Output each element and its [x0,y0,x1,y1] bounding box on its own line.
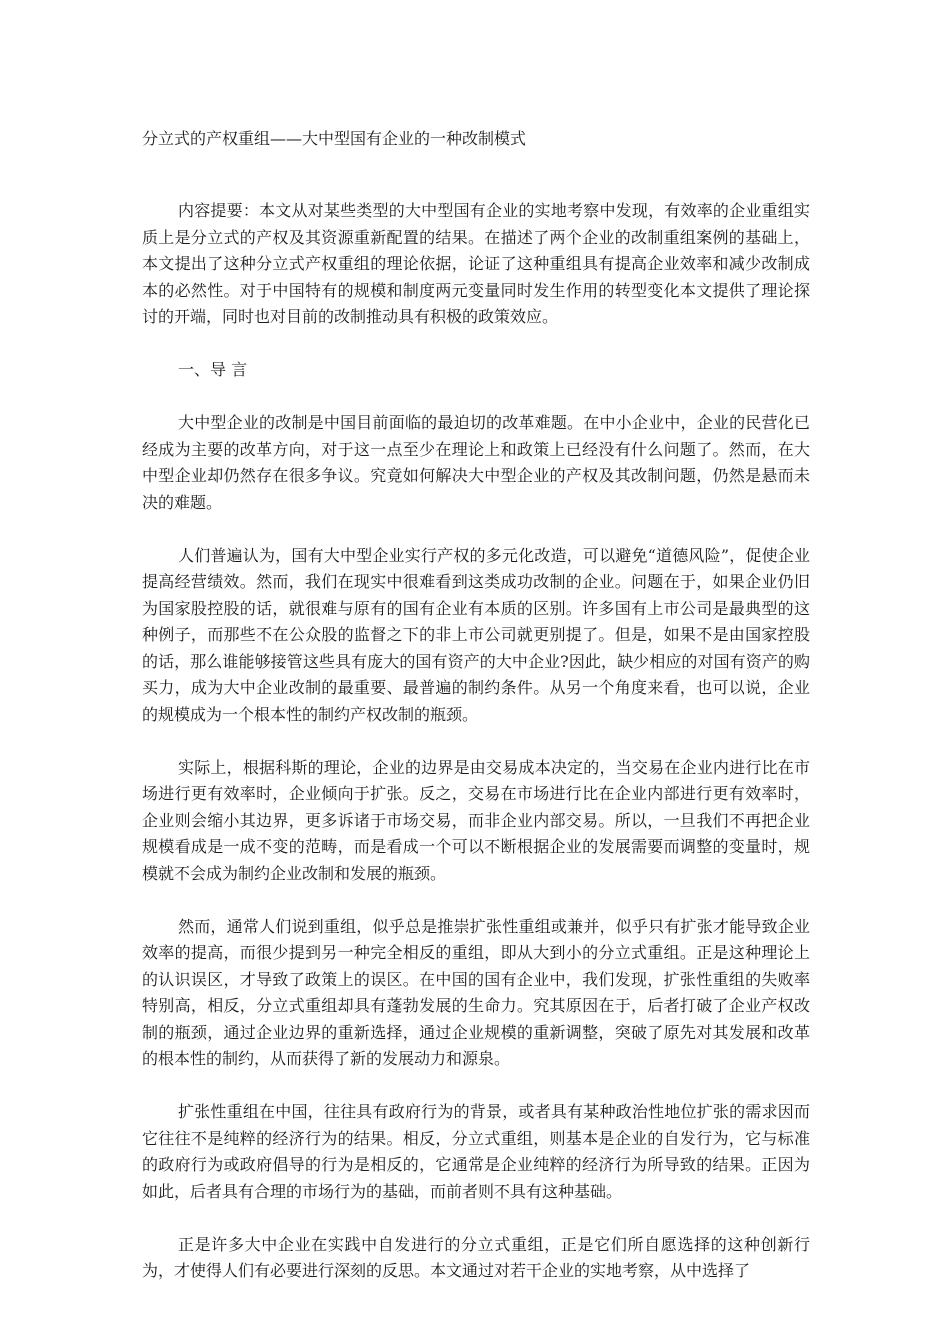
document-title: 分立式的产权重组——大中型国有企业的一种改制模式 [142,129,527,148]
body-paragraph: 大中型企业的改制是中国目前面临的最迫切的改革难题。在中小企业中，企业的民营化已经成为主要的改革方向，对于这一点至少在理论上和政策上已经没有什么问题了。然而，在大中型企业却仍然存在很多争议。究竟如何解决大中型企业的产权及其改制问题，仍然是悬而未决的难题。 [142,413,810,512]
body-paragraph: 然而，通常人们说到重组，似乎总是推崇扩张性重组或兼并，似乎只有扩张才能导致企业效率的提高，而很少提到另一种完全相反的重组，即从大到小的分立式重组。正是这种理论上的认识误区，才导致了政策上的误区。在中国的国有企业中，我们发现，扩张性重组的失败率特别高，相反，分立式重组却具有蓬勃发展的生命力。究其原因在于，后者打破了企业产权改制的瓶颈，通过企业边界的重新选择，通过企业规模的重新调整，突破了原先对其发展和改革的根本性的制约，从而获得了新的发展动力和源泉。 [142,916,810,1068]
document-body [142,198,810,1311]
abstract-paragraph: 内容提要：本文从对某些类型的大中型国有企业的实地考察中发现，有效率的企业重组实质上是分立式的产权及其资源重新配置的结果。在描述了两个企业的改制重组案例的基础上，本文提出了这种分立式产权重组的理论依据，论证了这种重组具有提高企业效率和减少改制成本的必然性。对于中国特有的规模和制度两元变量同时发生作用的转型变化本文提供了理论探讨的开端，同时也对目前的改制推动具有积极的政策效应。 [142,201,810,326]
body-paragraph: 扩张性重组在中国，往往具有政府行为的背景，或者具有某种政治性地位扩张的需求因而它往往不是纯粹的经济行为的结果。相反，分立式重组，则基本是企业的自发行为，它与标准的政府行为或政府倡导的行为是相反的，它通常是企业纯粹的经济行为所导致的结果。正因为如此，后者具有合理的市场行为的基础，而前者则不具有这种基础。 [142,1102,810,1201]
section-heading: 一、导 言 [178,360,248,379]
body-paragraph: 实际上，根据科斯的理论，企业的边界是由交易成本决定的，当交易在企业内进行比在市场进行更有效率时，企业倾向于扩张。反之，交易在市场进行比在企业内部进行更有效率时，企业则会缩小其边界，更多诉诸于市场交易，而非企业内部交易。所以，一旦我们不再把企业规模看成是一成不变的范畴，而是看成一个可以不断根据企业的发展需要而调整的变量时，规模就不会成为制约企业改制和发展的瓶颈。 [142,757,810,883]
body-paragraph: 人们普遍认为，国有大中型企业实行产权的多元化改造，可以避免“道德风险”，促使企业提高经营绩效。然而，我们在现实中很难看到这类成功改制的企业。问题在于，如果企业仍旧为国家股控股的话，就很难与原有的国有企业有本质的区别。许多国有上市公司是最典型的这种例子，而那些不在公众股的监督之下的非上市公司就更别提了。但是，如果不是由国家控股的话，那么谁能够接管这些具有庞大的国有资产的大中企业?因此，缺少相应的对国有资产的购买力，成为大中企业改制的最重要、最普遍的制约条件。从另一个角度来看，也可以说，企业的规模成为一个根本性的制约产权改制的瓶颈。 [142,545,810,724]
body-paragraph: 正是许多大中企业在实践中自发进行的分立式重组，正是它们所自愿选择的这种创新行为，才使得人们有必要进行深刻的反思。本文通过对若干企业的实地考察，从中选择了 [142,1234,810,1280]
